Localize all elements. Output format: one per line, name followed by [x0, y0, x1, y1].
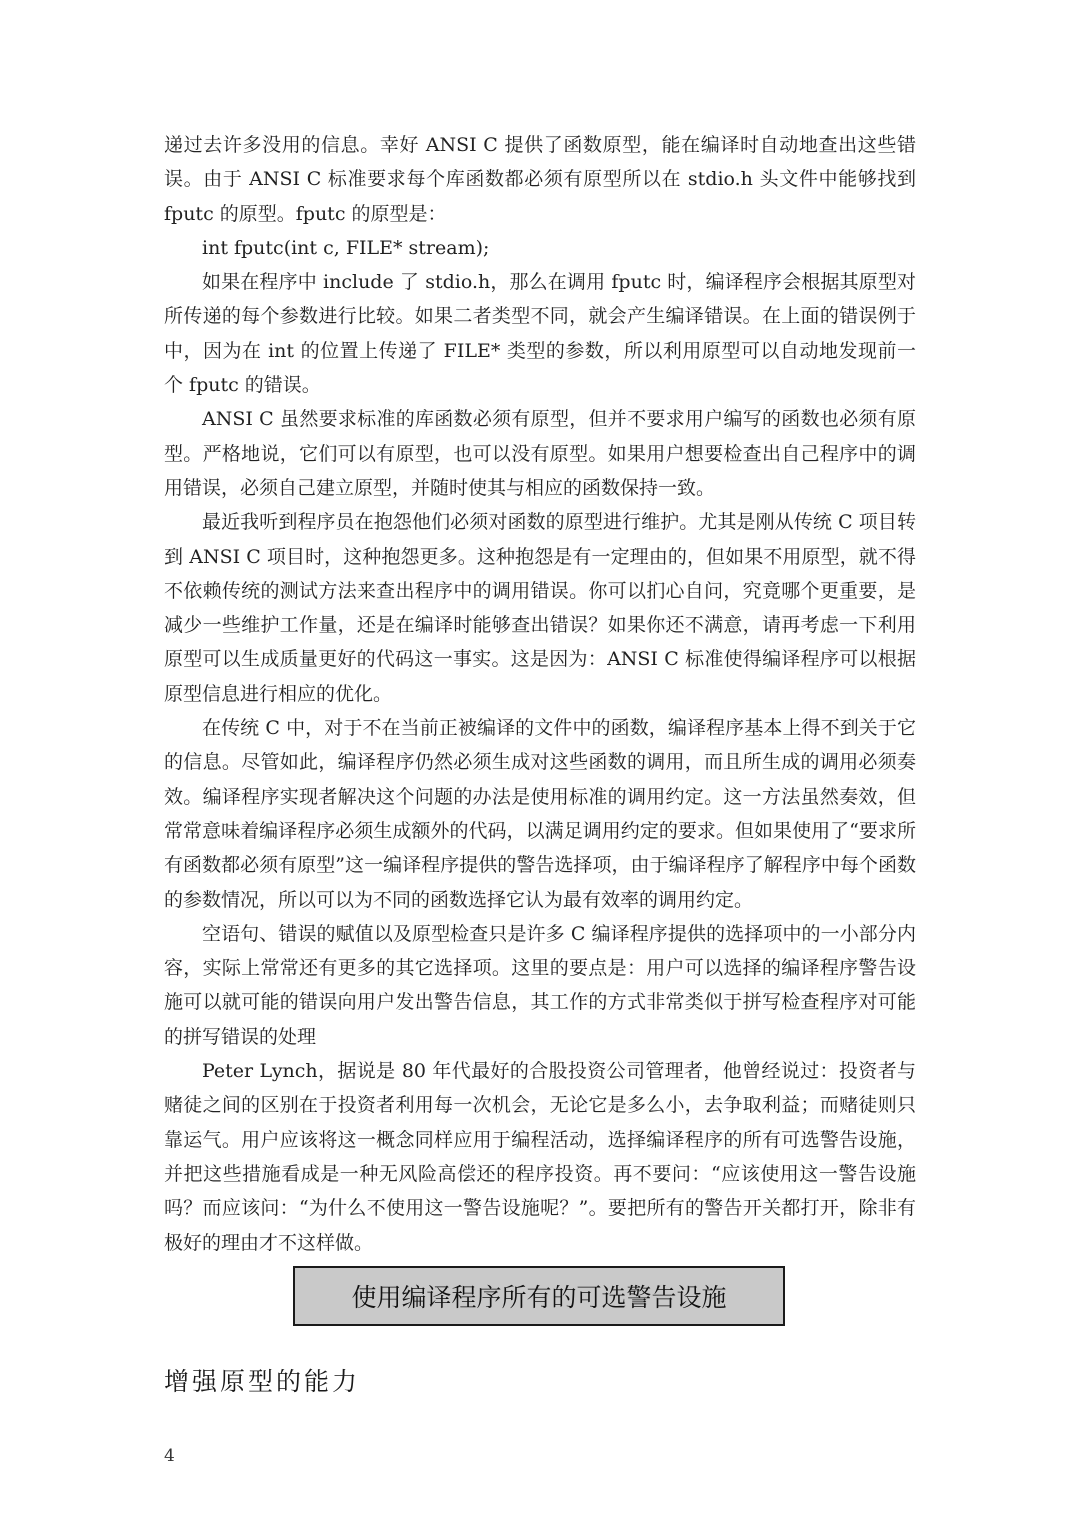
body-text: [164, 128, 916, 1260]
paragraph-peter-lynch: Peter Lynch，据说是 80 年代最好的合股投资公司管理者，他曾经说过：投资者与赌徒之间的区别在于投资者利用每一次机会，无论它是多么小，去争取利益；而赌徒则只靠运气。用户应该将这一概念同样应用于编程活动，选择编译程序的所有可选警告设施，并把这些措施看成是一种无风险高偿还的程序投资。再不要问：“应该使用这一警告设施吗？而应该问：“为什么不使用这一警告设施呢？”。要把所有的警告开关都打开，除非有极好的理由才不这样做。: [164, 1060, 916, 1254]
section-heading: 增强原型的能力: [164, 1367, 361, 1396]
paragraph-calling-conventions: 在传统 C 中，对于不在当前正被编译的文件中的函数，编译程序基本上得不到关于它的信息。尽管如此，编译程序仍然必须生成对这些函数的调用，而且所生成的调用必须奏效。编译程序实现者解决这个问题的办法是使用标准的调用约定。这一方法虽然奏效，但常常意味着编译程序必须生成额外的代码，以满足调用约定的要求。但如果使用了“要求所有函数都必须有原型”这一编译程序提供的警告选择项，由于编译程序了解程序中每个函数的参数情况，所以可以为不同的函数选择它认为最有效率的调用约定。: [164, 717, 916, 911]
callout-box: 使用编译程序所有的可选警告设施: [293, 1266, 785, 1326]
paragraph-ansi-prototypes: ANSI C 虽然要求标准的库函数必须有原型，但并不要求用户编写的函数也必须有原型。严格地说，它们可以有原型，也可以没有原型。如果用户想要检查出自己程序中的调用错误，必须自己建立原型，并随时使其与相应的函数保持一致。: [164, 408, 916, 499]
paragraph-maintenance-complaints: 最近我听到程序员在抱怨他们必须对函数的原型进行维护。尤其是刚从传统 C 项目转到 ANSI C 项目时，这种抱怨更多。这种抱怨是有一定理由的，但如果不用原型，就不得不依赖传统的测试方法来查出程序中的调用错误。你可以扪心自问，究竟哪个更重要，是减少一些维护工作量，还是在编译时能够查出错误？如果你还不满意，请再考虑一下利用原型可以生成质量更好的代码这一事实。这是因为：ANSI C 标准使得编译程序可以根据原型信息进行相应的优化。: [164, 511, 916, 705]
page-number: 4: [164, 1446, 175, 1466]
code-line-fputc-prototype: int fputc(int c, FILE* stream);: [202, 236, 490, 259]
paragraph-continuation: 递过去许多没用的信息。幸好 ANSI C 提供了函数原型，能在编译时自动地查出这些错误。由于 ANSI C 标准要求每个库函数都必须有原型所以在 stdio.h 头文件中能够找到 fputc 的原型。fputc 的原型是：: [164, 134, 916, 225]
paragraph-warning-options: 空语句、错误的赋值以及原型检查只是许多 C 编译程序提供的选择项中的一小部分内容，实际上常常还有更多的其它选择项。这里的要点是：用户可以选择的编译程序警告设施可以就可能的错误向用户发出警告信息，其工作的方式非常类似于拼写检查程序对可能的拼写错误的处理: [164, 922, 916, 1048]
paragraph-include-stdio: 如果在程序中 include 了 stdio.h，那么在调用 fputc 时，编译程序会根据其原型对所传递的每个参数进行比较。如果二者类型不同，就会产生编译错误。在上面的错误例于中，因为在 int 的位置上传递了 FILE* 类型的参数，所以利用原型可以自动地发现前一个 fputc 的错误。: [164, 271, 916, 397]
